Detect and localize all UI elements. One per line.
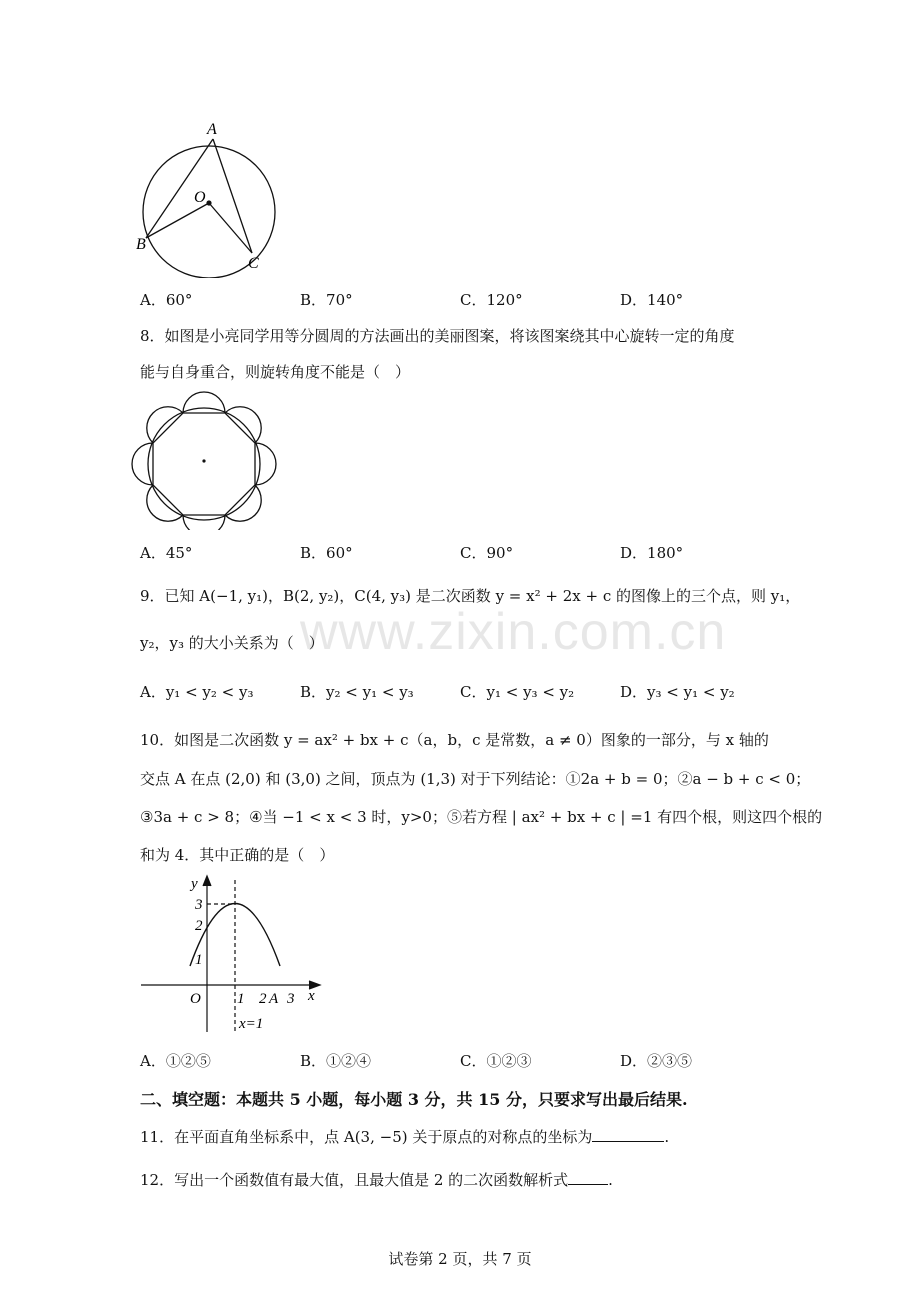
watermark: www.zixin.com.cn [300,603,727,661]
q10-graph-label-x: x [308,988,315,1004]
q7-label-c: C [248,255,259,272]
q10-text-line4: 和为 4．其中正确的是（ ） [140,846,335,864]
q12-line [140,1169,613,1190]
q12-answer-blank[interactable] [568,1170,608,1185]
q10-graph-axis-equation: x=1 [239,1016,264,1032]
q10-graph-ytick-2: 2 [195,918,203,934]
q7-label-o: O [194,189,206,206]
q8-option-b: B．60° [300,544,353,562]
q8-text-line1: 8．如图是小亮同学用等分圆周的方法画出的美丽图案，将该图案绕其中心旋转一定的角度 [140,327,735,345]
q8-option-d: D．180° [620,544,684,562]
q12-text: 12．写出一个函数值有最大值，且最大值是 2 的二次函数解析式 [140,1171,569,1189]
page-footer: 试卷第 2 页，共 7 页 [388,1250,532,1268]
q9-option-b: B．y₂ < y₁ < y₃ [300,683,414,701]
q8-pattern-figure [130,390,280,530]
q10-graph-label-a: A [269,991,279,1007]
q10-text-line1: 10．如图是二次函数 y = ax² + bx + c（a，b，c 是常数，a ≠ 0）图象的一部分，与 x 轴的 [140,731,769,749]
section2-heading: 二、填空题：本题共 5 小题，每小题 3 分，共 15 分，只要求写出最后结果. [140,1090,688,1109]
q10-text-line3: ③3a + c > 8；④当 −1 < x < 3 时，y>0；⑤若方程 | ax² + bx + c | =1 有四个根，则这四个根的 [140,808,823,826]
q9-option-a: A．y₁ < y₂ < y₃ [140,683,254,701]
q9-text-line1: 9．已知 A(−1, y₁)，B(2, y₂)，C(4, y₃) 是二次函数 y = x² + 2x + c 的图像上的三个点，则 y₁， [140,587,801,605]
q11-end: . [664,1128,670,1146]
q11-text: 11．在平面直角坐标系中，点 A(3, −5) 关于原点的对称点的坐标为 [140,1128,593,1146]
q10-option-a: A．①②⑤ [140,1052,211,1070]
q7-label-b: B [136,236,146,253]
q7-circle-figure [130,118,290,278]
q11-line [140,1126,669,1147]
q10-option-d: D．②③⑤ [620,1052,693,1070]
q10-text-line2: 交点 A 在点 (2,0) 和 (3,0) 之间，顶点为 (1,3) 对于下列结论：①2a + b = 0；②a − b + c < 0； [140,770,811,788]
q7-option-b: B．70° [300,291,353,309]
q10-graph-ytick-3: 3 [195,897,203,913]
q7-option-d: D．140° [620,291,684,309]
q8-option-a: A．45° [140,544,193,562]
q8-option-c: C．90° [460,544,514,562]
q7-option-a: A．60° [140,291,193,309]
q9-option-d: D．y₃ < y₁ < y₂ [620,683,735,701]
q10-graph-ytick-1: 1 [195,952,203,968]
q10-graph-label-y: y [191,876,198,892]
q11-answer-blank[interactable] [592,1127,664,1142]
q10-graph-tick-2: 2 [259,991,267,1007]
q7-label-a: A [207,121,217,138]
q9-option-c: C．y₁ < y₃ < y₂ [460,683,575,701]
q10-option-b: B．①②④ [300,1052,372,1070]
q10-option-c: C．①②③ [460,1052,532,1070]
q10-graph-label-o: O [190,991,201,1007]
q7-option-c: C．120° [460,291,523,309]
q9-text-line2: y₂，y₃ 的大小关系为（ ） [140,634,324,652]
q12-end: . [608,1171,613,1189]
q10-graph-tick-1: 1 [237,991,245,1007]
q8-text-line2: 能与自身重合，则旋转角度不能是（ ） [140,363,411,381]
q10-parabola-graph [135,868,335,1040]
q10-graph-tick-3: 3 [287,991,295,1007]
